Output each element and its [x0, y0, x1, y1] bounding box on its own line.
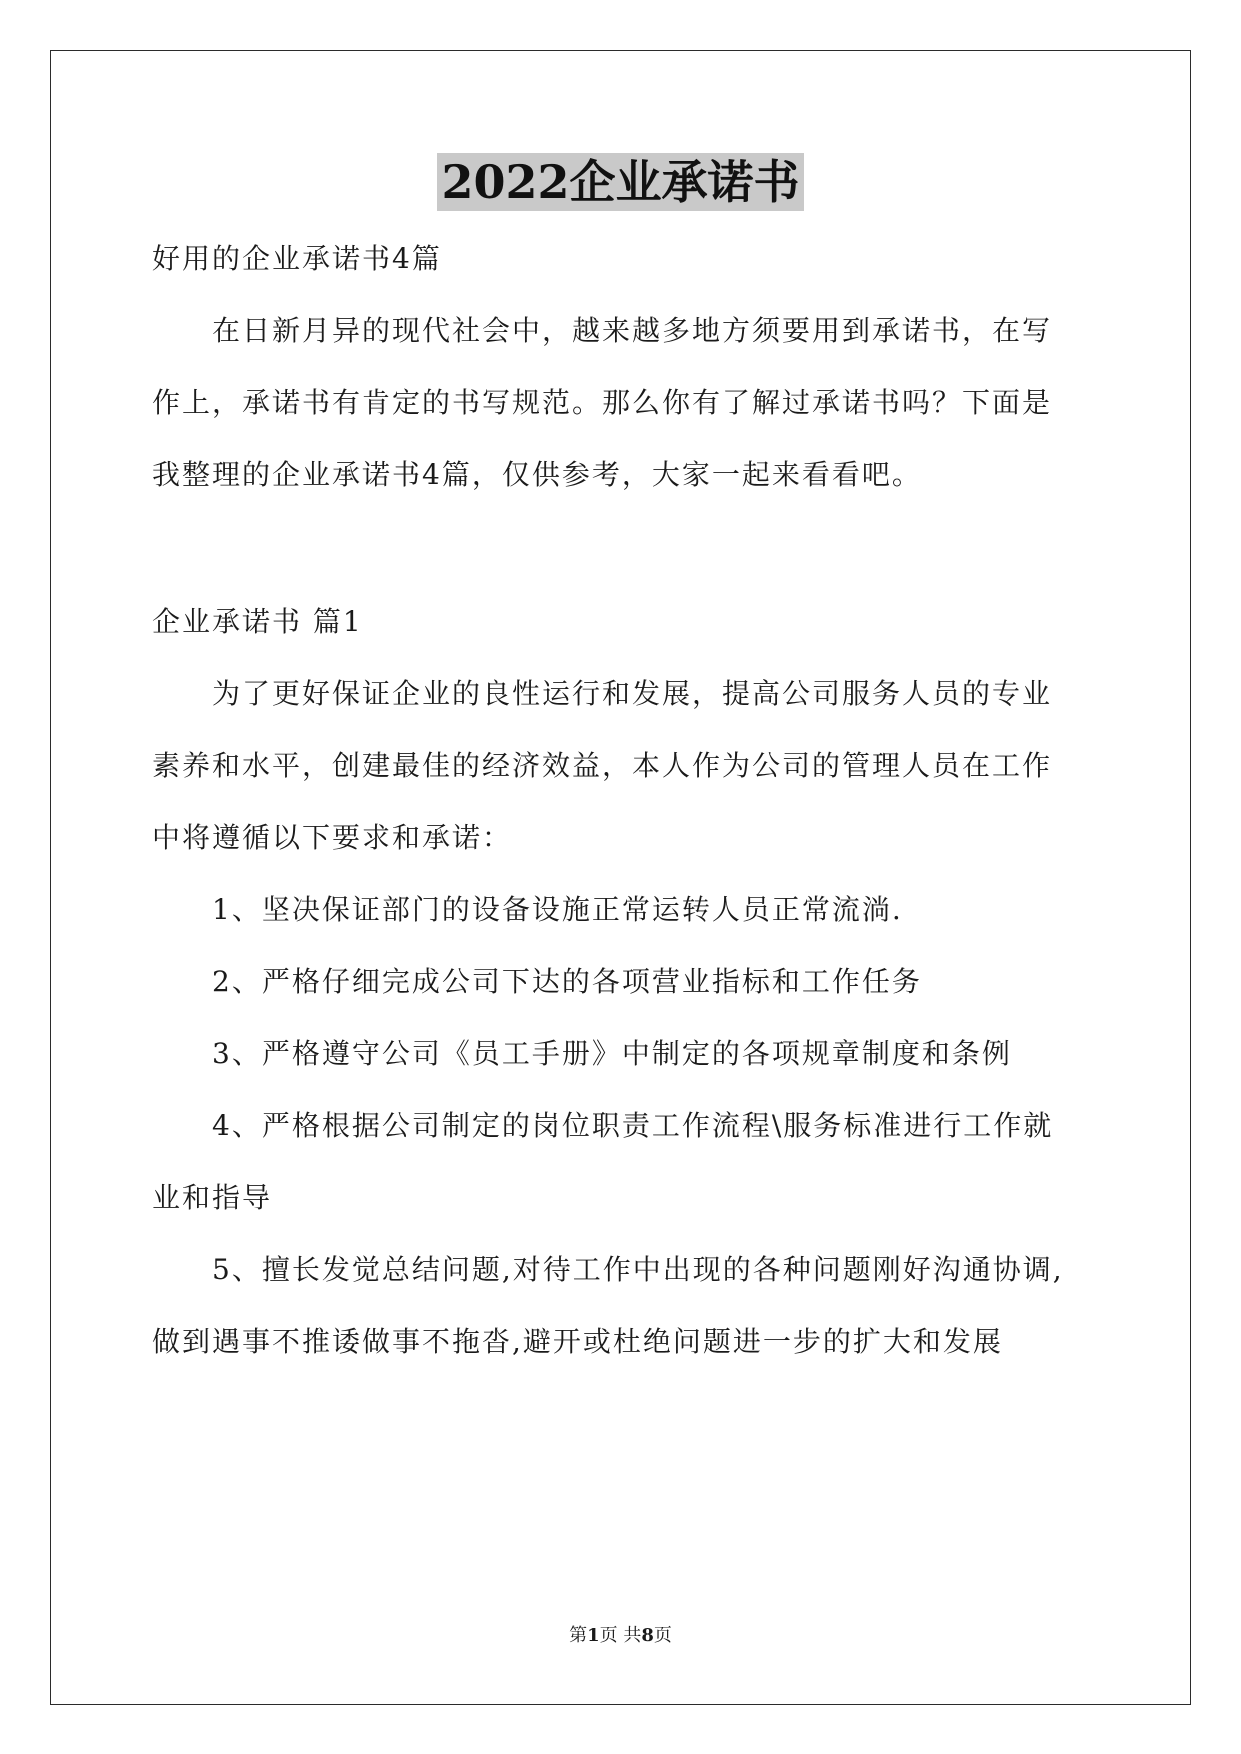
footer-mid: 页 共 [599, 1625, 642, 1646]
list-item-2: 2、严格仔细完成公司下达的各项营业指标和工作任务 [212, 965, 922, 998]
list-item-5: 5、擅长发觉总结问题,对待工作中出现的各种问题刚好沟通协调, [212, 1253, 1064, 1286]
section-body-line-3: 中将遵循以下要求和承诺： [152, 821, 513, 854]
title-wrap [0, 153, 1241, 211]
footer-current-page: 1 [587, 1625, 600, 1646]
footer-suffix: 页 [653, 1625, 672, 1646]
section-body-line-1: 为了更好保证企业的良性运行和发展，提高公司服务人员的专业 [212, 677, 1053, 710]
footer-prefix: 第 [569, 1625, 588, 1646]
list-item-4: 4、严格根据公司制定的岗位职责工作流程\服务标准进行工作就 [212, 1109, 1054, 1142]
intro-line-1: 在日新月异的现代社会中，越来越多地方须要用到承诺书，在写 [212, 314, 1053, 347]
footer-total-pages: 8 [641, 1625, 654, 1646]
intro-line-2: 作上，承诺书有肯定的书写规范。那么你有了解过承诺书吗？下面是 [152, 386, 1053, 419]
list-item-5-continued: 做到遇事不推诿做事不拖沓,避开或杜绝问题进一步的扩大和发展 [152, 1325, 1003, 1358]
list-item-3: 3、严格遵守公司《员工手册》中制定的各项规章制度和条例 [212, 1037, 1012, 1070]
page-border [50, 50, 1191, 1705]
document-subtitle: 好用的企业承诺书4篇 [152, 242, 442, 275]
section-body-line-2: 素养和水平，创建最佳的经济效益，本人作为公司的管理人员在工作 [152, 749, 1053, 782]
section-heading: 企业承诺书 篇1 [152, 605, 363, 638]
page-footer [0, 1624, 1241, 1648]
intro-line-3: 我整理的企业承诺书4篇，仅供参考，大家一起来看看吧。 [152, 458, 922, 491]
list-item-4-continued: 业和指导 [152, 1181, 273, 1214]
list-item-1: 1、坚决保证部门的设备设施正常运转人员正常流淌. [212, 893, 903, 926]
document-title: 2022企业承诺书 [437, 153, 803, 211]
